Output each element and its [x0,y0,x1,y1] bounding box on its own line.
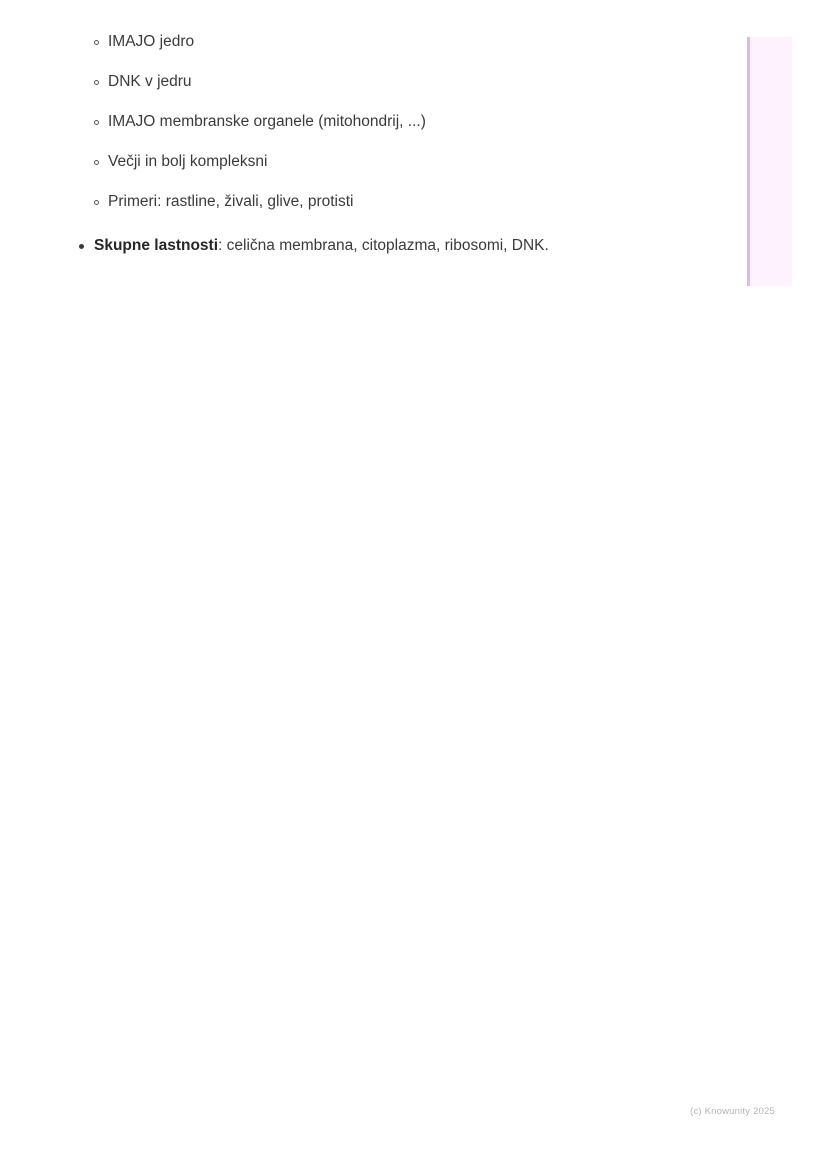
hollow-bullet-icon [94,200,99,205]
list-item-text: Primeri: rastline, živali, glive, protisti [108,192,354,210]
list-item-text: IMAJO membranske organele (mitohondrij, ...) [108,112,426,130]
hollow-bullet-icon [94,120,99,125]
list-item [72,152,692,173]
main-bullet-item [72,236,692,257]
main-bullet-text: : celična membrana, citoplazma, ribosomi, DNK. [218,236,549,254]
hollow-bullet-icon [94,40,99,45]
list-item-text: DNK v jedru [108,72,192,90]
list-item [72,192,692,213]
decorative-side-band-accent [747,37,750,286]
list-item [72,112,692,133]
list-item [72,72,692,93]
main-bullet-lead: Skupne lastnosti [94,236,219,254]
decorative-side-band [749,37,792,286]
hollow-bullet-icon [94,80,99,85]
list-item [72,32,692,53]
solid-bullet-icon [79,244,84,249]
hollow-bullet-icon [94,160,99,165]
list-item-text: Večji in bolj kompleksni [108,152,268,170]
copyright-footer: (c) Knowunity 2025 [690,1106,775,1117]
document-content [72,32,692,257]
list-item-text: IMAJO jedro [108,33,195,50]
sub-bullet-list [72,32,692,213]
